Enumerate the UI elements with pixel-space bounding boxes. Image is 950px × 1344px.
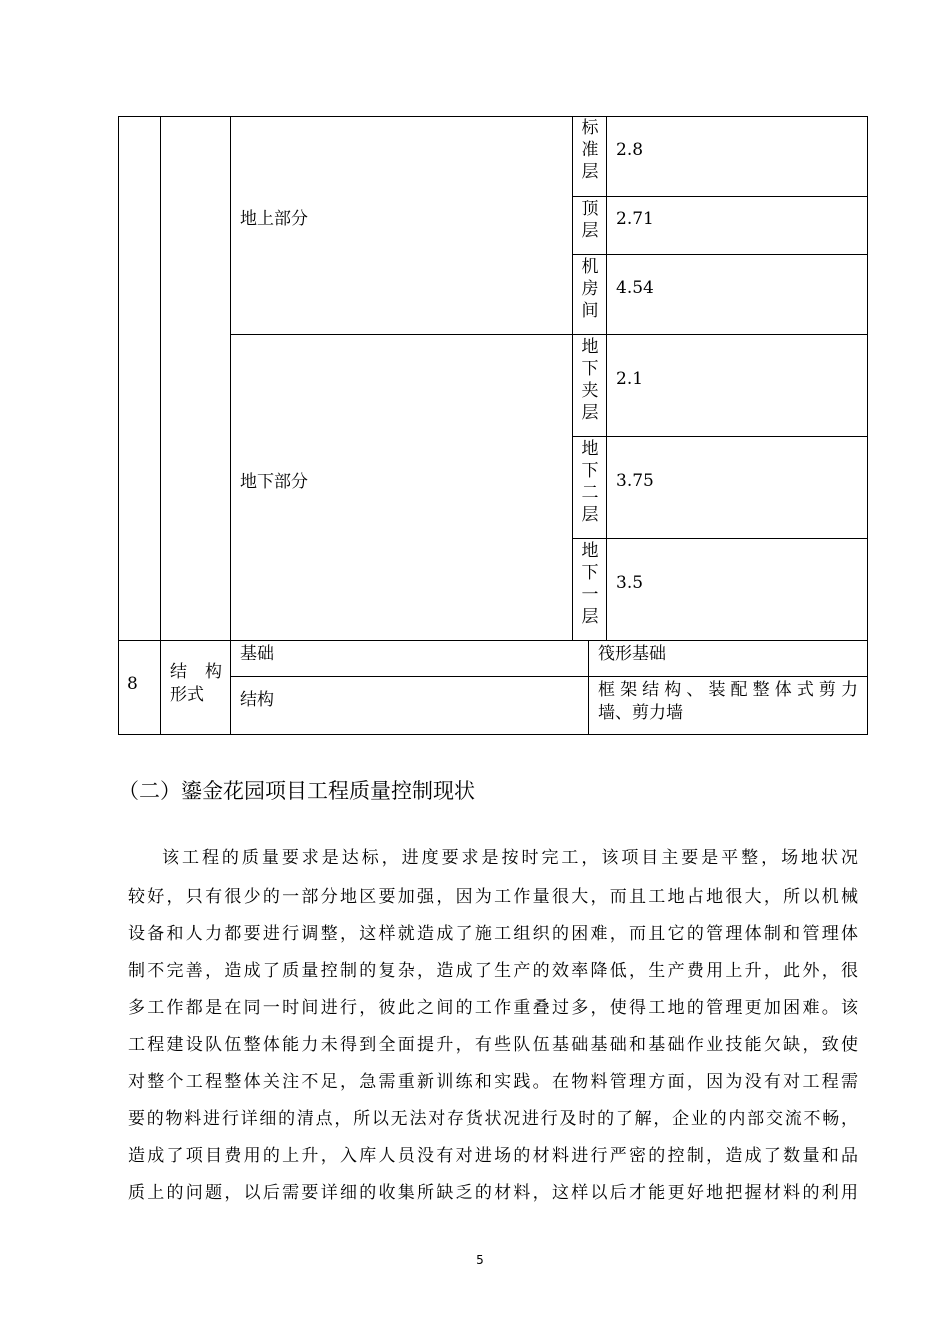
foundation-value: 筏形基础	[598, 644, 666, 664]
paragraph-line: 制不完善，造成了质量控制的复杂，造成了生产的效率降低，生产费用上升，此外，很	[128, 961, 858, 981]
floor-height-basement-1: 3.5	[616, 573, 644, 593]
paragraph-line: 设备和人力都要进行调整，这样就造成了施工组织的困难，而且它的管理体制和管理体	[128, 924, 858, 944]
paragraph-line: 工程建设队伍整体能力未得到全面提升，有些队伍基础基础和基础作业技能欠缺，致使	[128, 1035, 858, 1055]
foundation-label: 基础	[240, 644, 274, 664]
floor-label-standard: 标 准 层	[581, 118, 599, 182]
floor-height-top: 2.71	[616, 209, 654, 229]
section-heading: （二）鎏金花园项目工程质量控制现状	[118, 779, 475, 803]
structure-label: 结构	[240, 690, 274, 710]
structure-value-line2: 墙、剪力墙	[598, 703, 683, 723]
floor-height-standard: 2.8	[616, 140, 644, 160]
below-ground-label: 地下部分	[240, 472, 308, 492]
floor-label-machine-room: 机 房 间	[581, 257, 599, 321]
structure-value-line1: 框架结构、装配整体式剪力	[598, 680, 858, 700]
above-ground-label: 地上部分	[240, 209, 308, 229]
paragraph-line: 该工程的质量要求是达标，进度要求是按时完工，该项目主要是平整，场地状况	[162, 848, 858, 868]
paragraph-line: 多工作都是在同一时间进行，彼此之间的工作重叠过多，使得工地的管理更加困难。该	[128, 998, 858, 1018]
floor-height-basement-2: 3.75	[616, 471, 654, 491]
row-index: 8	[127, 674, 138, 694]
paragraph-line: 质上的问题，以后需要详细的收集所缺乏的材料，这样以后才能更好地把握材料的利用	[128, 1183, 858, 1203]
paragraph-line: 要的物料进行详细的清点，所以无法对存货状况进行及时的了解，企业的内部交流不畅，	[128, 1109, 858, 1129]
floor-label-basement-1: 地 下 一 层	[581, 541, 599, 627]
floor-height-basement-mezzanine: 2.1	[616, 369, 644, 389]
page-number: 5	[476, 1253, 484, 1267]
paragraph-line: 较好，只有很少的一部分地区要加强，因为工作量很大，而且工地占地很大，所以机械	[128, 887, 858, 907]
floor-height-machine-room: 4.54	[616, 278, 654, 298]
floor-label-basement-mezzanine: 地 下 夹 层	[581, 337, 599, 423]
structure-title-line1: 结构	[170, 662, 222, 682]
floor-label-basement-2: 地 下 二 层	[581, 439, 599, 525]
floor-label-top: 顶 层	[581, 199, 599, 241]
structure-title-line2: 形式	[170, 685, 204, 705]
paragraph-line: 对整个工程整体关注不足，急需重新训练和实践。在物料管理方面，因为没有对工程需	[128, 1072, 858, 1092]
paragraph-line: 造成了项目费用的上升，入库人员没有对进场的材料进行严密的控制，造成了数量和品	[128, 1146, 858, 1166]
